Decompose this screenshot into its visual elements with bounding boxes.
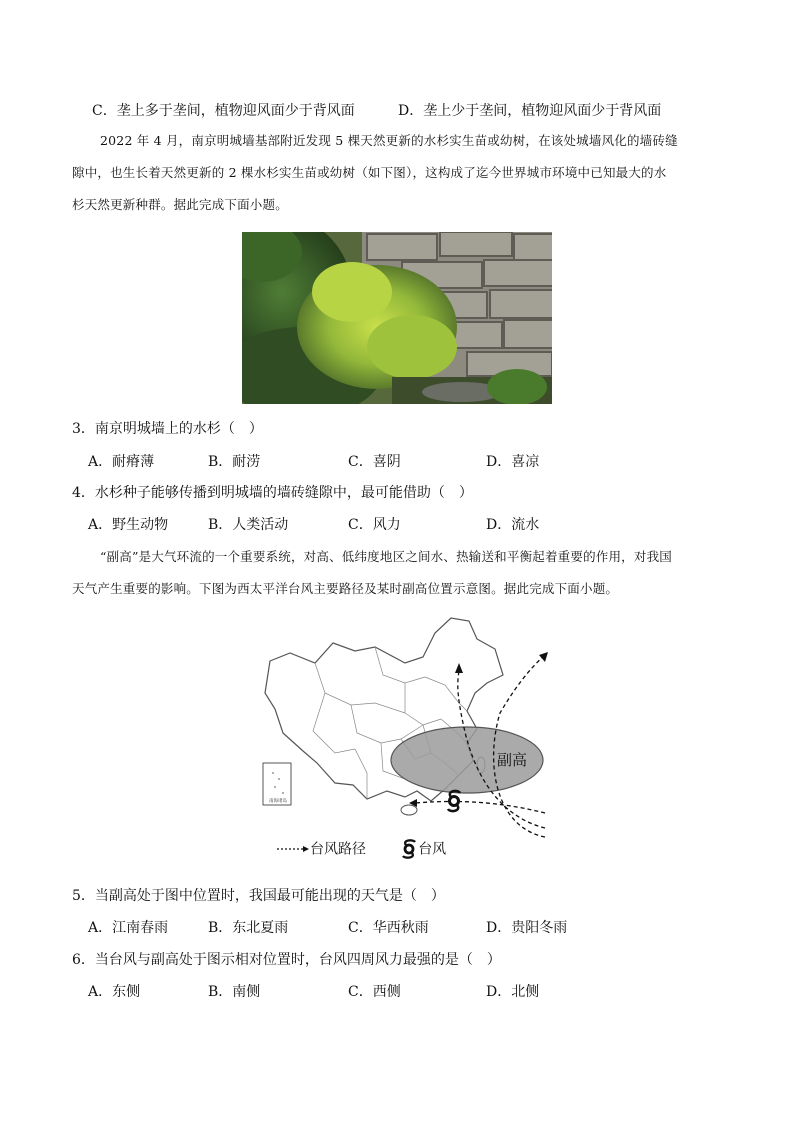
q5-option-b: B．东北夏雨	[208, 920, 289, 936]
q4-option-d: D．流水	[486, 517, 540, 533]
q3-option-c: C．喜阴	[348, 454, 401, 470]
passage-1-line-2: 隙中，也生长着天然更新的 2 棵水杉实生苗或幼树（如下图），这构成了迄今世界城市环境中已知最大的水	[72, 165, 667, 180]
passage-2-line-2: 天气产生重要的影响。下图为西太平洋台风主要路径及某时副高位置示意图。据此完成下面小题。	[72, 581, 619, 596]
q5-option-a: A．江南春雨	[88, 920, 169, 936]
q5-stem: 5．当副高处于图中位置时，我国最可能出现的天气是（ ）	[72, 888, 445, 904]
q3-option-b: B．耐涝	[208, 454, 261, 470]
inset-label: 南海诸岛	[269, 799, 287, 804]
q3-option-d: D．喜凉	[486, 454, 540, 470]
passage-2-line-1: “副高”是大气环流的一个重要系统，对高、低纬度地区之间水、热输送和平衡起着重要的作用，对我国	[100, 549, 672, 564]
q6-option-a: A．东侧	[88, 984, 141, 1000]
typhoon-symbol-icon	[448, 791, 460, 811]
q3-option-a: A．耐瘠薄	[88, 454, 155, 470]
legend-path-label: 台风路径	[310, 841, 366, 858]
q4-option-b: B．人类活动	[208, 517, 289, 533]
q2-option-d: D．垄上少于垄间，植物迎风面少于背风面	[398, 103, 662, 119]
passage-1-line-1: 2022 年 4 月，南京明城墙基部附近发现 5 棵天然更新的水杉实生苗或幼树，在该处城墙风化的墙砖缝	[100, 133, 678, 148]
q5-option-d: D．贵阳冬雨	[486, 920, 568, 936]
q6-option-b: B．南侧	[208, 984, 261, 1000]
typhoon-path-map	[255, 613, 555, 859]
typhoon-path-west	[415, 801, 545, 813]
typhoon-icon	[400, 839, 418, 859]
dashed-arrow-icon	[276, 839, 310, 859]
passage-1	[72, 125, 732, 221]
q5-option-c: C．华西秋雨	[348, 920, 429, 936]
metasequoia-wall-photo	[242, 232, 552, 404]
legend-typhoon-label: 台风	[418, 841, 447, 858]
subtropical-high-label: 副高	[497, 751, 528, 769]
q6-option-c: C．西侧	[348, 984, 401, 1000]
passage-1-line-3: 杉天然更新种群。据此完成下面小题。	[72, 197, 288, 212]
q4-option-a: A．野生动物	[88, 517, 169, 533]
q6-option-d: D．北侧	[486, 984, 540, 1000]
q6-stem: 6．当台风与副高处于图示相对位置时，台风四周风力最强的是（ ）	[72, 952, 501, 968]
q4-option-c: C．风力	[348, 517, 401, 533]
q4-stem: 4．水杉种子能够传播到明城墙的墙砖缝隙中，最可能借助（ ）	[72, 485, 473, 501]
q2-option-c: C．垄上多于垄间，植物迎风面少于背风面	[92, 103, 355, 119]
passage-2	[72, 541, 732, 605]
map-legend	[276, 838, 446, 858]
q3-stem: 3．南京明城墙上的水杉（ ）	[72, 421, 263, 437]
